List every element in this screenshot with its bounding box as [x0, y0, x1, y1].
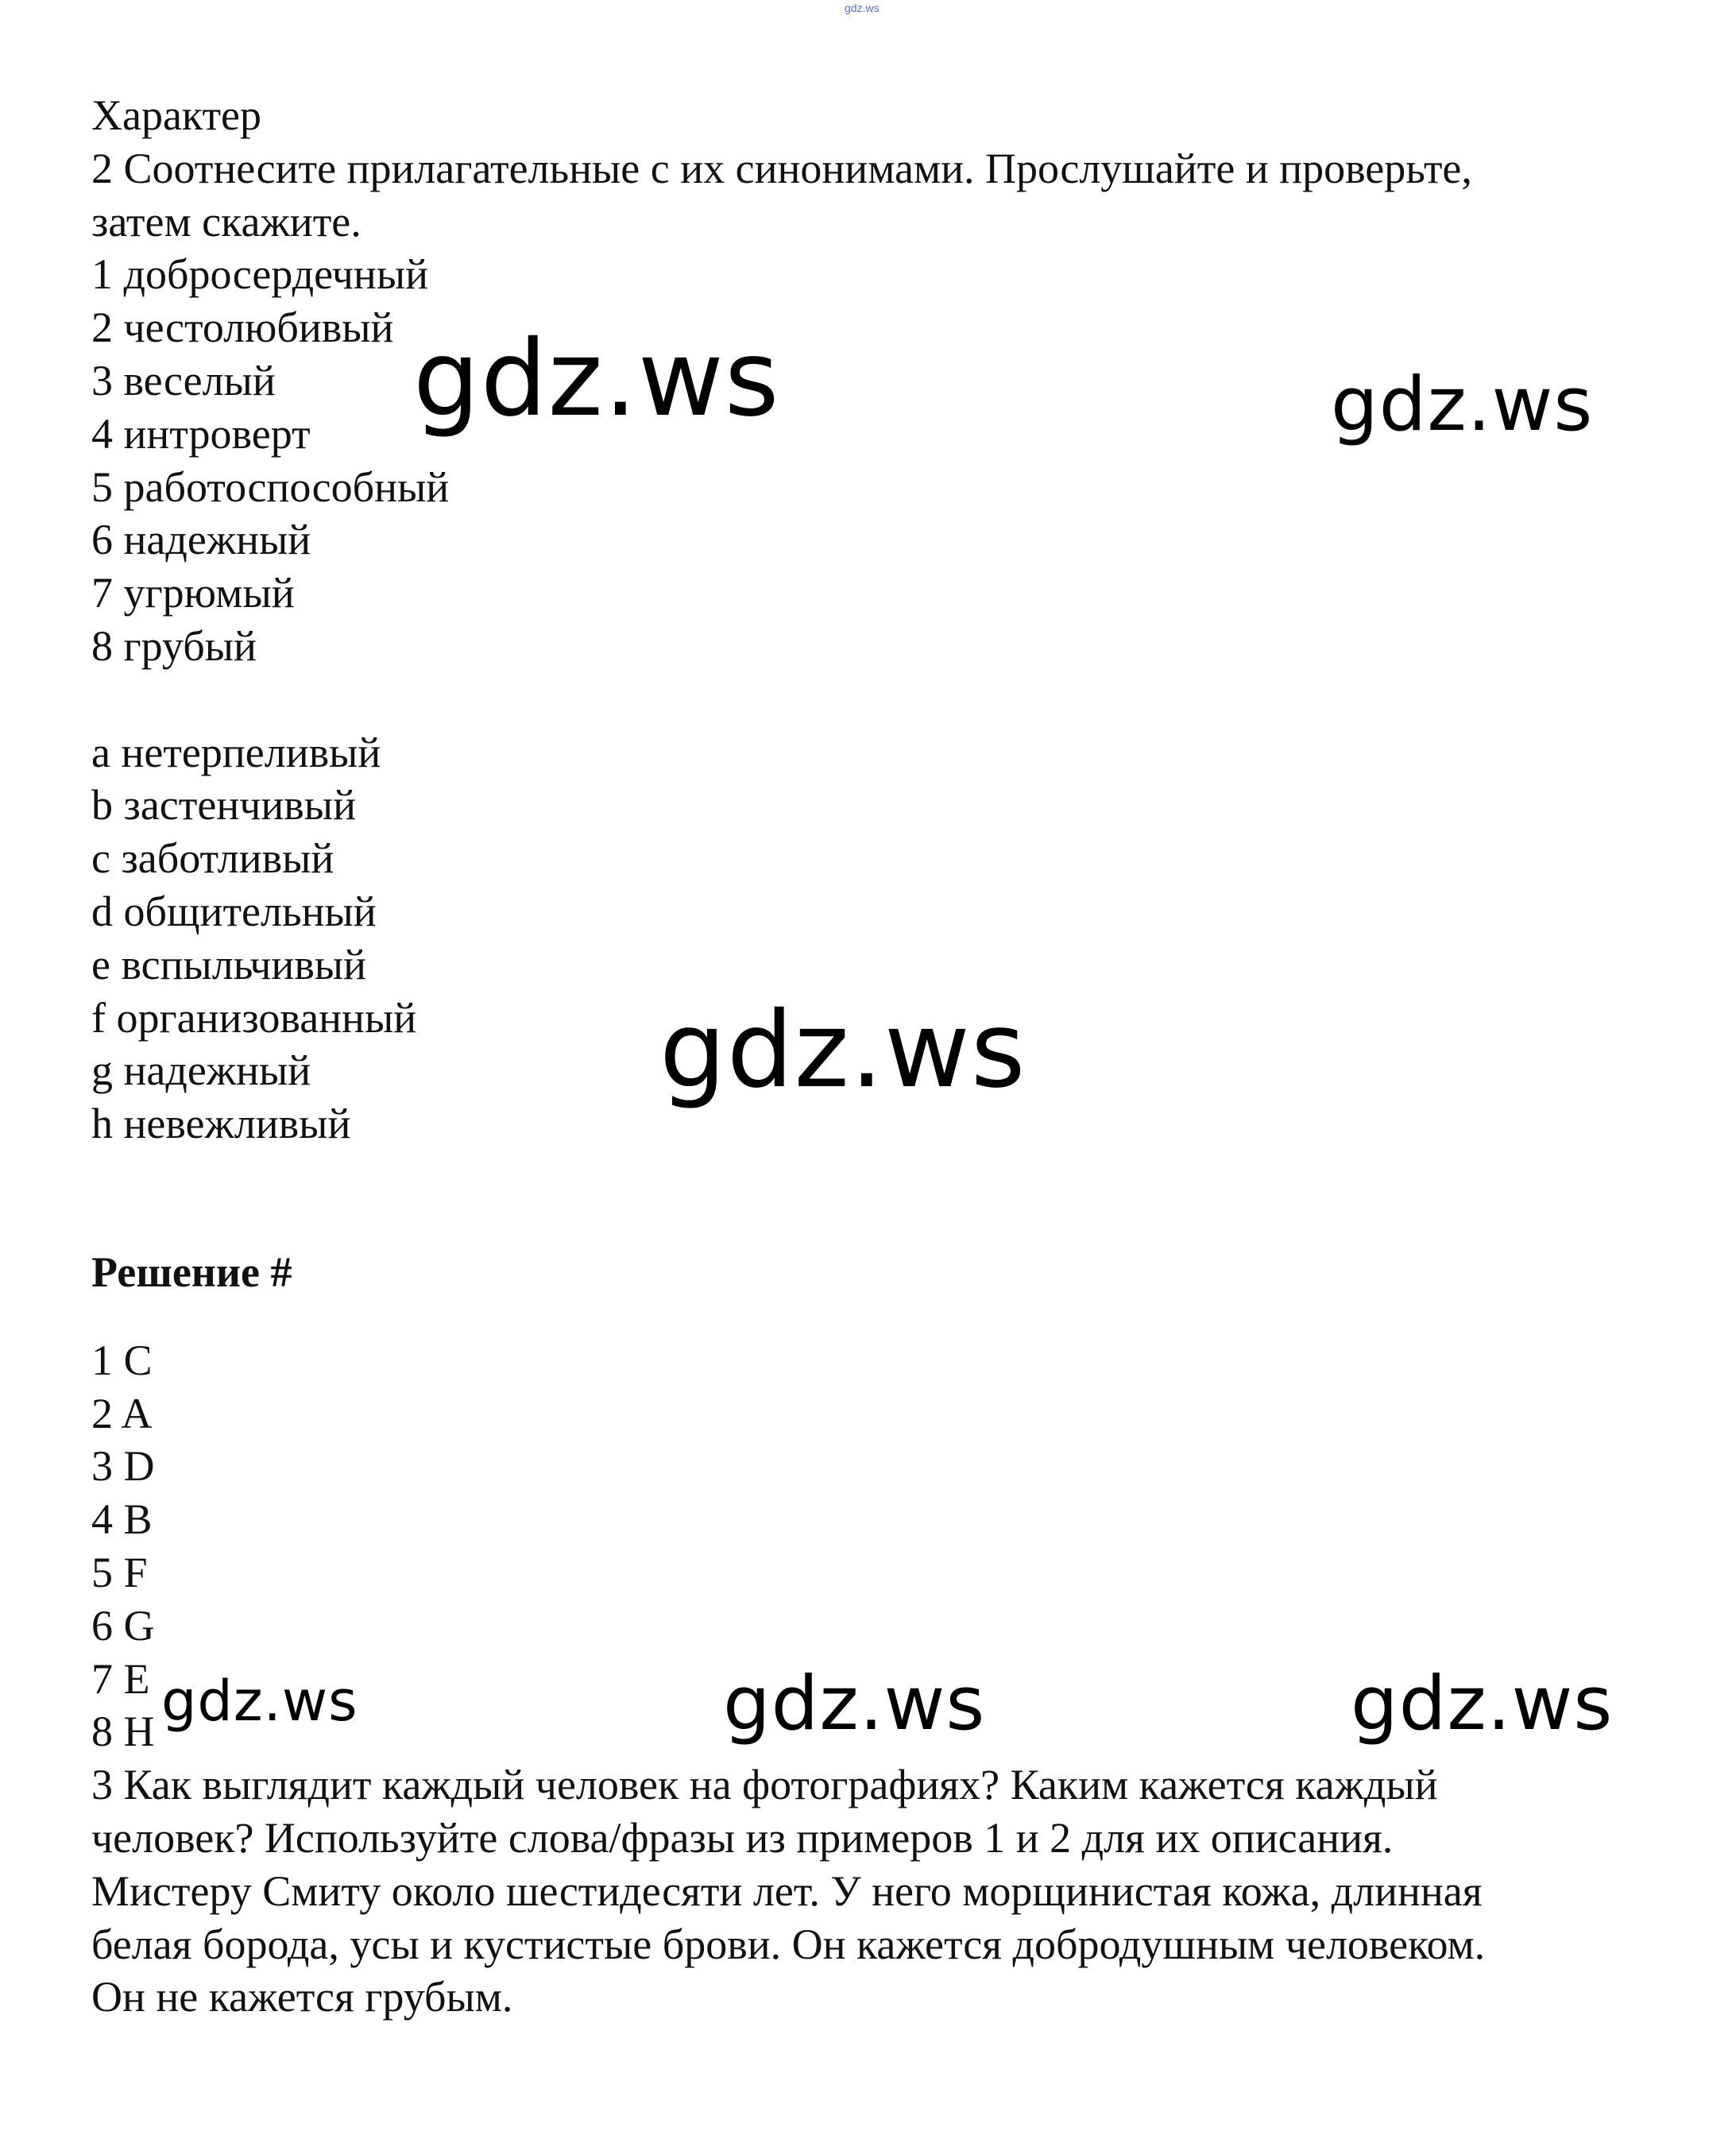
- solution-heading: Решение #: [91, 1247, 292, 1296]
- task2-instruction-line2: затем скажите.: [91, 197, 362, 246]
- list-item: g надежный: [91, 1046, 311, 1095]
- task3-line: белая борода, усы и кустистые брови. Он кажется добродушным человеком.: [91, 1920, 1486, 1968]
- list-item: 6 надежный: [91, 516, 311, 564]
- list-item: 5 работоспособный: [91, 462, 450, 511]
- watermark: gdz.ws: [659, 989, 1027, 1112]
- list-item: 8 грубый: [91, 621, 257, 670]
- watermark: gdz.ws: [1351, 1661, 1614, 1747]
- answer-item: 4 B: [91, 1495, 153, 1544]
- top-watermark: gdz.ws: [845, 2, 880, 14]
- task3-paragraph: [91, 1758, 1625, 2024]
- task2-instruction-line1: 2 Соотнесите прилагательные с их синонимами. Прослушайте и проверьте,: [91, 144, 1472, 192]
- answer-item: 8 H: [91, 1708, 155, 1756]
- answer-item: 3 D: [91, 1442, 155, 1491]
- list-item: c заботливый: [91, 834, 334, 883]
- answer-item: 6 G: [91, 1601, 155, 1650]
- task3-line: Мистеру Смиту около шестидесяти лет. У него морщинистая кожа, длинная: [91, 1866, 1483, 1915]
- spacer: [91, 1299, 1625, 1334]
- list-item: a нетерпеливый: [91, 728, 381, 776]
- watermark: gdz.ws: [161, 1669, 358, 1734]
- list-item: 2 честолюбивый: [91, 304, 394, 352]
- page-title: Характер: [91, 91, 262, 139]
- list-item: b застенчивый: [91, 781, 356, 830]
- watermark: gdz.ws: [413, 318, 780, 440]
- answer-item: 7 E: [91, 1654, 150, 1703]
- spacer: [91, 673, 1625, 726]
- list-item: 3 веселый: [91, 356, 276, 404]
- list-item: e вспыльчивый: [91, 940, 366, 988]
- list-item: 1 добросердечный: [91, 250, 429, 299]
- answer-item: 5 F: [91, 1548, 148, 1596]
- answer-item: 2 A: [91, 1389, 153, 1437]
- list-item: 4 интроверт: [91, 409, 311, 458]
- watermark: gdz.ws: [723, 1661, 986, 1747]
- numbered-adjective-list: [91, 248, 1625, 672]
- task3-line: человек? Используйте слова/фразы из примеров 1 и 2 для их описания.: [91, 1813, 1394, 1862]
- watermark: gdz.ws: [1331, 362, 1594, 448]
- list-item: d общительный: [91, 887, 377, 935]
- answer-item: 1 C: [91, 1336, 153, 1384]
- spacer: [91, 1151, 1625, 1246]
- list-item: h невежливый: [91, 1100, 351, 1148]
- list-item: f организованный: [91, 993, 417, 1042]
- task3-line: Он не кажется грубым.: [91, 1973, 513, 2021]
- task3-line: 3 Как выглядит каждый человек на фотографиях? Каким кажется каждый: [91, 1761, 1438, 1809]
- list-item: 7 угрюмый: [91, 569, 295, 617]
